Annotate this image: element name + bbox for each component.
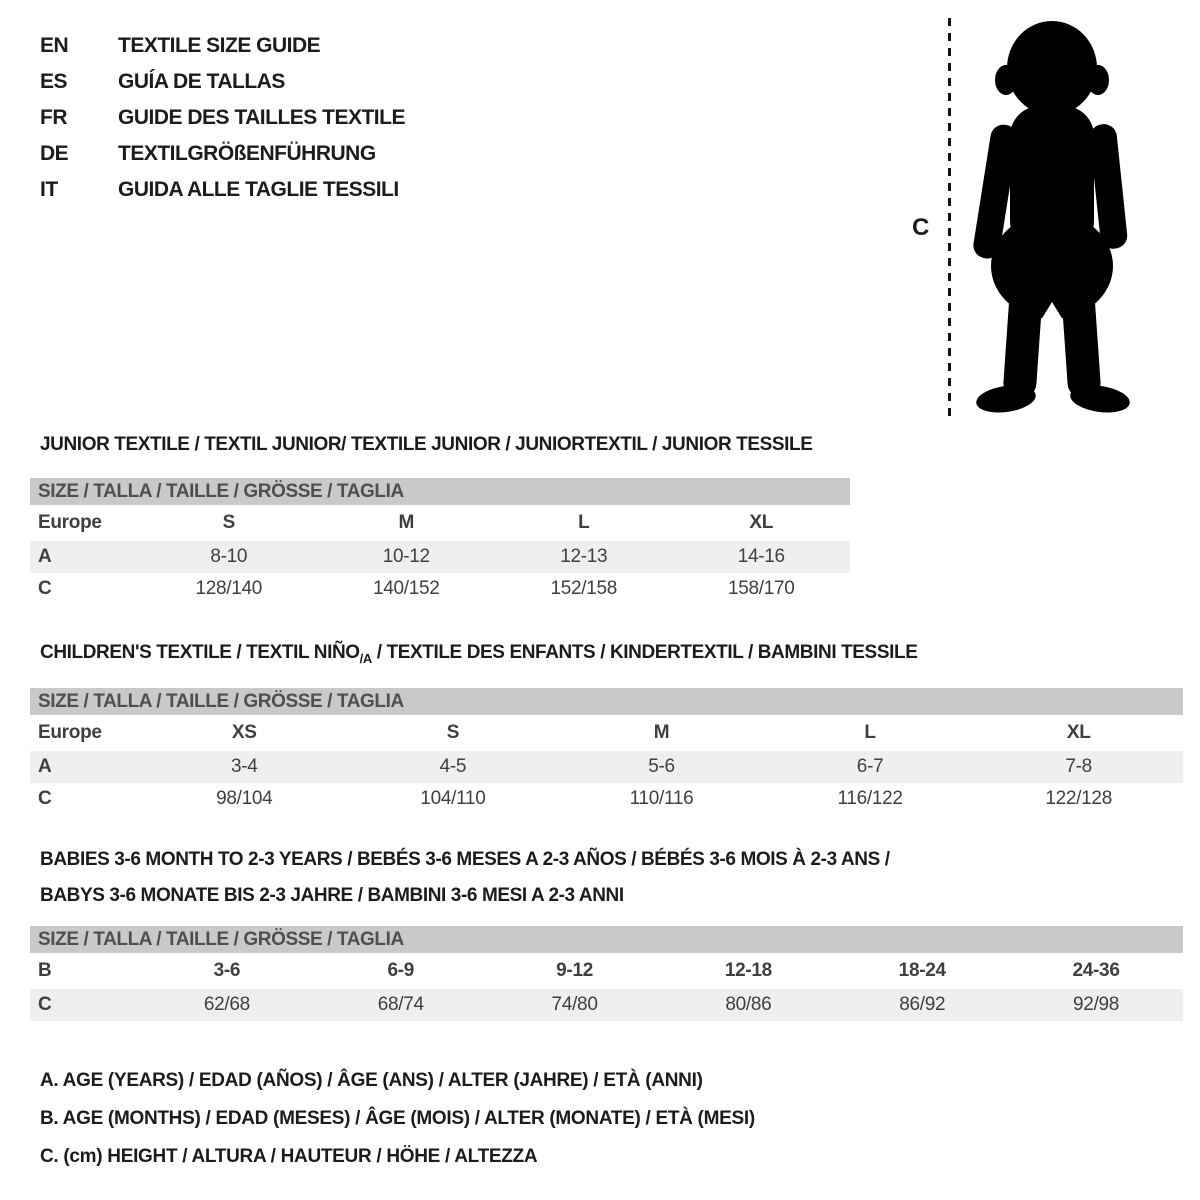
table-row-age <box>30 541 850 573</box>
language-title: GUIDE DES TAILLES TEXTILE <box>118 106 405 129</box>
size-cell: XS <box>231 722 257 743</box>
height-measure-label: C <box>912 214 930 241</box>
language-code: ES <box>40 70 68 93</box>
language-code: FR <box>40 106 67 129</box>
value-cell: 62/68 <box>203 994 250 1015</box>
value-cell: 4-5 <box>439 756 467 777</box>
value-cell: 7-8 <box>1065 756 1092 777</box>
legend-age-months: B. AGE (MONTHS) / EDAD (MESES) / ÂGE (MOIS) / ALTER (MONATE) / ETÀ (MESI) <box>40 1108 755 1129</box>
value-cell: 110/116 <box>629 788 694 809</box>
children-table <box>30 688 1183 815</box>
language-code: IT <box>40 178 58 201</box>
babies-title-line2: BABYS 3-6 MONATE BIS 2-3 JAHRE / BAMBINI 3-6 MESI A 2-3 ANNI <box>40 885 624 906</box>
size-cell: S <box>222 512 235 533</box>
size-cell: S <box>446 722 460 743</box>
junior-table <box>30 478 850 605</box>
row-label: Europe <box>38 512 102 533</box>
legend <box>40 1062 755 1176</box>
value-cell: 68/74 <box>377 994 424 1015</box>
value-cell: 14-16 <box>737 546 785 567</box>
value-cell: 98/104 <box>216 788 273 809</box>
language-title: GUÍA DE TALLAS <box>118 70 285 93</box>
value-cell: 152/158 <box>550 578 618 599</box>
language-title: TEXTILE SIZE GUIDE <box>118 34 321 57</box>
row-label: Europe <box>38 722 102 743</box>
value-cell: 86/92 <box>899 994 946 1015</box>
table-row-age <box>30 751 1183 783</box>
row-label: B <box>38 960 52 981</box>
table-row-height <box>30 989 1183 1021</box>
value-cell: 12-13 <box>560 546 608 567</box>
baby-figure <box>900 14 1160 418</box>
row-label: C <box>38 788 52 809</box>
language-code: DE <box>40 142 69 165</box>
value-cell: 92/98 <box>1073 994 1120 1015</box>
language-row-es <box>40 64 405 100</box>
value-cell: 12-18 <box>724 960 772 981</box>
table-row-europe <box>30 505 850 541</box>
language-row-fr <box>40 100 405 136</box>
junior-section-title: JUNIOR TEXTILE / TEXTIL JUNIOR/ TEXTILE JUNIOR / JUNIORTEXTIL / JUNIOR TESSILE <box>40 434 813 455</box>
language-row-it <box>40 172 405 208</box>
value-cell: 8-10 <box>210 546 248 567</box>
legend-age-years: A. AGE (YEARS) / EDAD (AÑOS) / ÂGE (ANS) / ALTER (JAHRE) / ETÀ (ANNI) <box>40 1070 703 1091</box>
value-cell: 18-24 <box>898 960 946 981</box>
babies-title-line1: BABIES 3-6 MONTH TO 2-3 YEARS / BEBÉS 3-6 MESES A 2-3 AÑOS / BÉBÉS 3-6 MOIS À 2-3 ANS / <box>40 849 890 870</box>
value-cell: 158/170 <box>727 578 795 599</box>
babies-section-title <box>40 842 890 914</box>
children-title-suffix: / TEXTILE DES ENFANTS / KINDERTEXTIL / BAMBINI TESSILE <box>371 642 918 663</box>
value-cell: 116/122 <box>837 788 903 809</box>
children-title-prefix: CHILDREN'S TEXTILE / TEXTIL NIÑO <box>40 642 360 663</box>
row-label: A <box>38 756 52 777</box>
row-label: A <box>38 546 52 567</box>
language-title: TEXTILGRÖßENFÜHRUNG <box>118 142 376 165</box>
value-cell: 10-12 <box>382 546 430 567</box>
baby-silhouette-icon <box>962 16 1142 416</box>
value-cell: 5-6 <box>648 756 675 777</box>
children-title-sub: /A <box>359 650 372 666</box>
size-cell: L <box>578 512 590 533</box>
legend-height: C. (cm) HEIGHT / ALTURA / HAUTEUR / HÖHE / ALTEZZA <box>40 1146 538 1167</box>
value-cell: 3-4 <box>231 756 258 777</box>
value-cell: 6-7 <box>856 756 884 777</box>
table-row-europe <box>30 715 1183 751</box>
row-label: C <box>38 578 52 599</box>
size-cell: M <box>398 512 415 533</box>
language-title-list <box>40 28 405 208</box>
value-cell: 104/110 <box>420 788 486 809</box>
value-cell: 140/152 <box>372 578 440 599</box>
value-cell: 9-12 <box>556 960 593 981</box>
table-row-height <box>30 783 1183 815</box>
language-row-de <box>40 136 405 172</box>
value-cell: 3-6 <box>213 960 241 981</box>
language-row-en <box>40 28 405 64</box>
size-cell: XL <box>749 512 774 533</box>
children-size-header: SIZE / TALLA / TAILLE / GRÖSSE / TAGLIA <box>30 688 1183 715</box>
value-cell: 6-9 <box>387 960 415 981</box>
value-cell: 80/86 <box>725 994 772 1015</box>
table-row-height <box>30 573 850 605</box>
value-cell: 128/140 <box>195 578 263 599</box>
babies-size-header: SIZE / TALLA / TAILLE / GRÖSSE / TAGLIA <box>30 926 1183 953</box>
language-title: GUIDA ALLE TAGLIE TESSILI <box>118 178 399 201</box>
size-cell: L <box>864 722 876 743</box>
size-cell: XL <box>1066 722 1091 743</box>
babies-table <box>30 926 1183 1021</box>
value-cell: 24-36 <box>1072 960 1120 981</box>
language-code: EN <box>40 34 69 57</box>
junior-size-header: SIZE / TALLA / TAILLE / GRÖSSE / TAGLIA <box>30 478 850 505</box>
table-row-months <box>30 953 1183 989</box>
height-measure-line <box>948 18 951 416</box>
children-section-title <box>40 642 917 666</box>
value-cell: 74/80 <box>551 994 598 1015</box>
row-label: C <box>38 994 52 1015</box>
value-cell: 122/128 <box>1045 788 1112 809</box>
size-cell: M <box>653 722 670 743</box>
